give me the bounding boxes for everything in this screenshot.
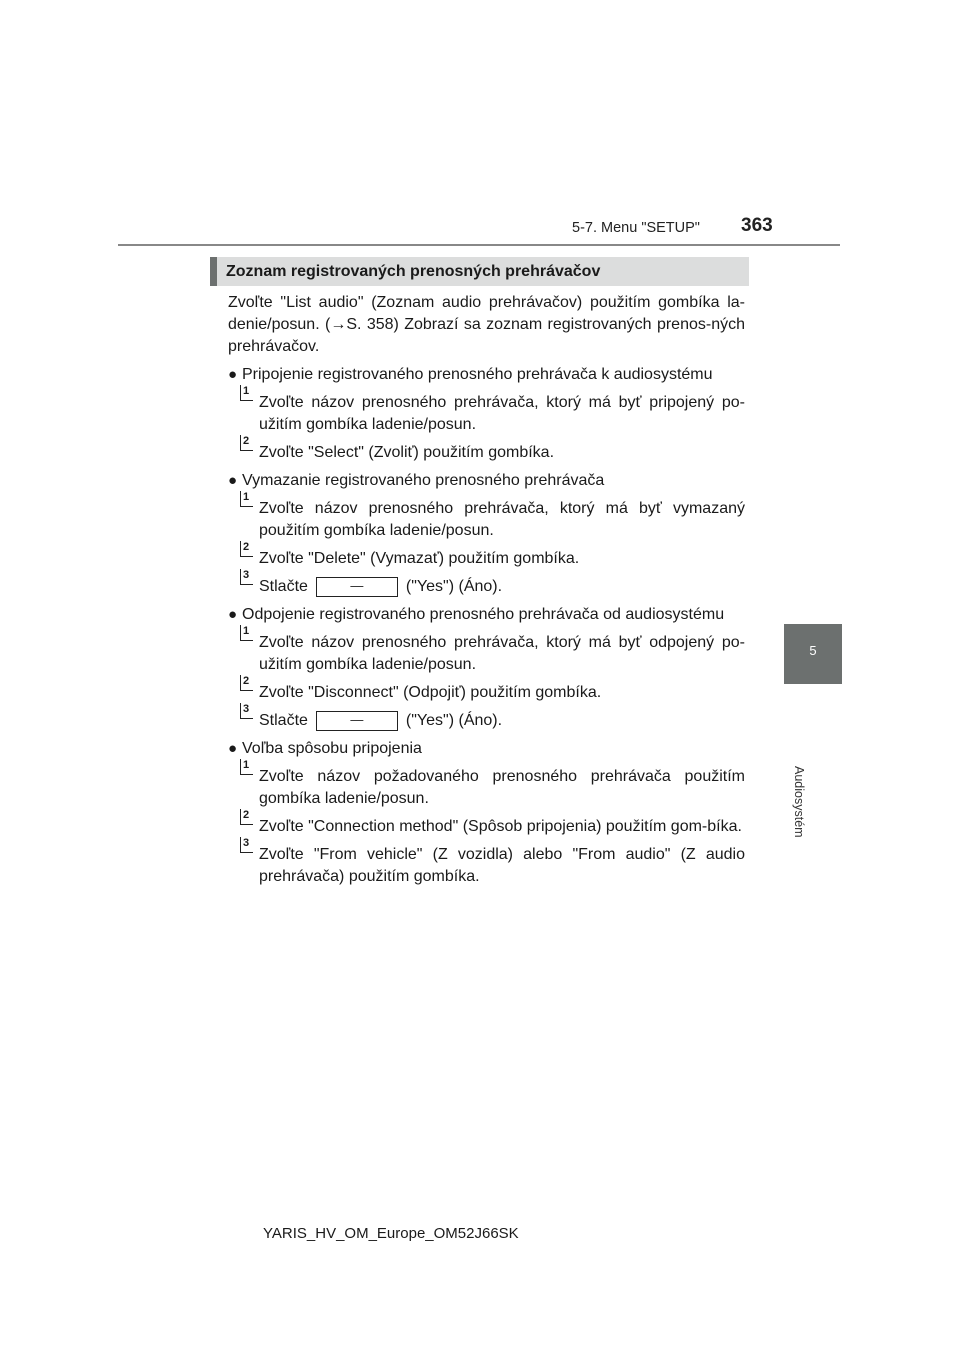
step-number: 3 <box>240 703 253 719</box>
bullet-dot-icon: ● <box>228 472 238 489</box>
footer-doc-id: YARIS_HV_OM_Europe_OM52J66SK <box>263 1225 519 1242</box>
step-item <box>228 435 745 464</box>
bullet-item <box>228 604 745 626</box>
step-text: Zvoľte názov prenosného prehrávača, ktorý má byť vymazaný použitím gombíka ladenie/posun. <box>259 500 745 539</box>
step-text: Zvoľte názov požadovaného prenosného prehrávača použitím gombíka ladenie/posun. <box>259 768 745 807</box>
step-number: 1 <box>240 491 253 507</box>
step-item <box>228 541 745 570</box>
bullet-item <box>228 364 745 386</box>
bullet-item <box>228 738 745 760</box>
step-text: Zvoľte "Select" (Zvoliť) použitím gombíka. <box>259 444 555 461</box>
step-text: Zvoľte "Delete" (Vymazať) použitím gombíka. <box>259 550 580 567</box>
step-text: Zvoľte "From vehicle" (Z vozidla) alebo "From audio" (Z audio prehrávača) použitím gombíka. <box>259 846 745 885</box>
step-number: 1 <box>240 625 253 641</box>
bullet-text: Odpojenie registrovaného prenosného prehrávača od audiosystému <box>242 606 725 623</box>
chapter-tab: 5 <box>784 624 842 684</box>
step-item <box>228 491 745 542</box>
step-number: 2 <box>240 541 253 557</box>
bullet-text: Pripojenie registrovaného prenosného prehrávača k audiosystému <box>242 366 713 383</box>
bullet-dot-icon: ● <box>228 606 238 623</box>
step-item <box>228 385 745 436</box>
bullet-text: Vymazanie registrovaného prenosného prehrávača <box>242 472 605 489</box>
yes-button-icon: — <box>316 711 398 731</box>
step-number: 3 <box>240 837 253 853</box>
bullet-text: Voľba spôsobu pripojenia <box>242 740 422 757</box>
step-text: Zvoľte názov prenosného prehrávača, ktorý má byť odpojený po-užitím gombíka ladenie/posun. <box>259 634 745 673</box>
step-number: 2 <box>240 675 253 691</box>
content <box>228 292 745 888</box>
step-item <box>228 809 745 838</box>
bullet-item <box>228 470 745 492</box>
step-item <box>228 625 745 676</box>
header-section-title: 5-7. Menu "SETUP" <box>572 220 700 236</box>
step-number: 1 <box>240 385 253 401</box>
header-rule <box>118 244 840 246</box>
step-item <box>228 569 745 598</box>
step-number: 3 <box>240 569 253 585</box>
step-text: Stlačte — ("Yes") (Áno). <box>259 711 503 729</box>
bullet-dot-icon: ● <box>228 366 238 383</box>
step-text: Zvoľte "Connection method" (Spôsob pripojenia) použitím gom-bíka. <box>259 818 742 835</box>
bullet-dot-icon: ● <box>228 740 238 757</box>
step-item <box>228 759 745 810</box>
step-text: Zvoľte názov prenosného prehrávača, ktorý má byť pripojený po-užitím gombíka ladenie/posun. <box>259 394 745 433</box>
step-number: 2 <box>240 435 253 451</box>
page-number: 363 <box>741 215 773 236</box>
step-item <box>228 675 745 704</box>
step-number: 1 <box>240 759 253 775</box>
chapter-label: Audiosystém <box>792 766 806 838</box>
step-item <box>228 703 745 732</box>
step-text: Stlačte — ("Yes") (Áno). <box>259 577 503 595</box>
intro-paragraph: Zvoľte "List audio" (Zoznam audio prehrávačov) použitím gombíka la-denie/posun. (→S. 358) Zobrazí sa zoznam registrovaných prenos-ných prehrávačov. <box>228 294 745 355</box>
section-heading: Zoznam registrovaných prenosných prehrávačov <box>210 257 749 286</box>
step-number: 2 <box>240 809 253 825</box>
yes-button-icon: — <box>316 577 398 597</box>
step-text: Zvoľte "Disconnect" (Odpojiť) použitím gombíka. <box>259 684 602 701</box>
step-item <box>228 837 745 888</box>
